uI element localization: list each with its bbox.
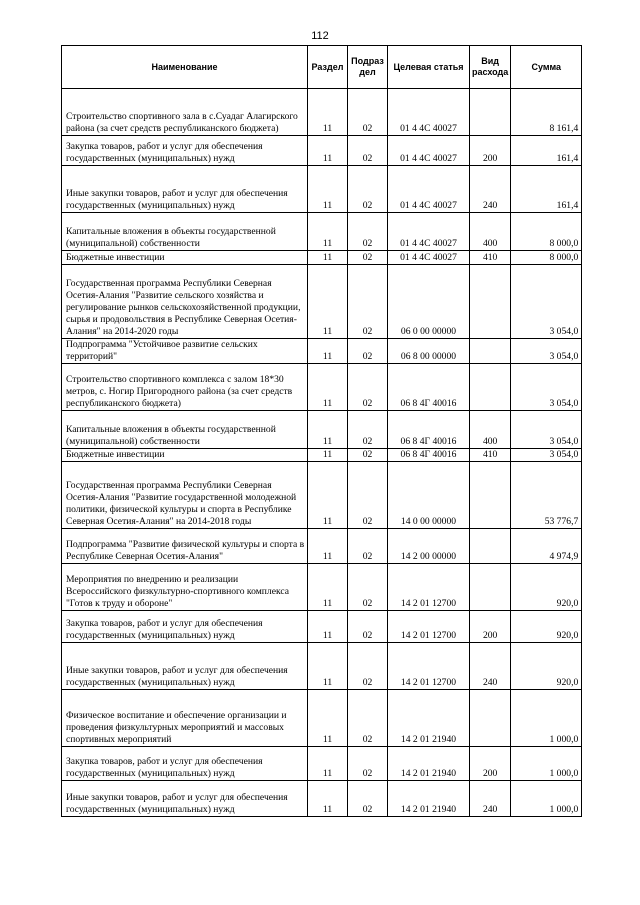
row-name: Бюджетные инвестиции <box>62 251 308 265</box>
row-razdel: 11 <box>308 611 348 643</box>
row-name: Капитальные вложения в объекты государственной (муниципальной) собственности <box>62 213 308 251</box>
row-podrazdel: 02 <box>348 89 388 136</box>
row-podrazdel: 02 <box>348 781 388 817</box>
row-name: Закупка товаров, работ и услуг для обеспечения государственных (муниципальных) нужд <box>62 136 308 166</box>
row-razdel: 11 <box>308 529 348 564</box>
row-razdel: 11 <box>308 166 348 213</box>
row-name: Физическое воспитание и обеспечение организации и проведения физкультурных мероприятий и массовых спортивных мероприятий <box>62 690 308 747</box>
row-vid: 400 <box>470 213 511 251</box>
row-statya: 01 4 4С 40027 <box>388 166 470 213</box>
table-row <box>62 747 582 781</box>
row-vid <box>470 462 511 529</box>
row-name: Мероприятия по внедрению и реализации Всероссийского физкультурно-спортивного комплекса "Готов к труду и обороне" <box>62 564 308 611</box>
header-vid: Вид расхода <box>470 46 511 89</box>
row-razdel: 11 <box>308 643 348 690</box>
row-statya: 01 4 4С 40027 <box>388 89 470 136</box>
row-statya: 06 8 4Г 40016 <box>388 364 470 411</box>
table-row <box>62 339 582 364</box>
row-podrazdel: 02 <box>348 449 388 462</box>
row-statya: 14 2 01 21940 <box>388 781 470 817</box>
row-name: Капитальные вложения в объекты государственной (муниципальной) собственности <box>62 411 308 449</box>
row-name: Иные закупки товаров, работ и услуг для обеспечения государственных (муниципальных) нужд <box>62 166 308 213</box>
row-podrazdel: 02 <box>348 213 388 251</box>
row-statya: 14 2 01 21940 <box>388 690 470 747</box>
table-row <box>62 564 582 611</box>
row-summa: 3 054,0 <box>511 364 582 411</box>
row-podrazdel: 02 <box>348 462 388 529</box>
row-statya: 01 4 4С 40027 <box>388 251 470 265</box>
table-row <box>62 411 582 449</box>
row-razdel: 11 <box>308 89 348 136</box>
row-summa: 920,0 <box>511 643 582 690</box>
row-podrazdel: 02 <box>348 643 388 690</box>
row-summa: 53 776,7 <box>511 462 582 529</box>
row-name: Государственная программа Республики Северная Осетия-Алания "Развитие государственной молодежной политики, физической культуры и спорта в Республике Северная Осетия-Алания" на 2014-2018 годы <box>62 462 308 529</box>
row-podrazdel: 02 <box>348 611 388 643</box>
row-summa: 161,4 <box>511 166 582 213</box>
row-statya: 01 4 4С 40027 <box>388 213 470 251</box>
row-razdel: 11 <box>308 564 348 611</box>
table-row <box>62 529 582 564</box>
page-number: 112 <box>311 30 329 42</box>
row-podrazdel: 02 <box>348 166 388 213</box>
table-row <box>62 781 582 817</box>
row-summa: 8 000,0 <box>511 213 582 251</box>
row-vid: 200 <box>470 611 511 643</box>
row-name: Строительство спортивного комплекса с залом 18*30 метров, с. Ногир Пригородного района (за счет средств республиканского бюджета) <box>62 364 308 411</box>
row-summa: 3 054,0 <box>511 411 582 449</box>
table-row <box>62 364 582 411</box>
row-vid <box>470 265 511 339</box>
header-name: Наименование <box>62 46 308 89</box>
row-podrazdel: 02 <box>348 411 388 449</box>
row-podrazdel: 02 <box>348 364 388 411</box>
row-statya: 14 0 00 00000 <box>388 462 470 529</box>
row-vid <box>470 364 511 411</box>
row-summa: 4 974,9 <box>511 529 582 564</box>
row-summa: 1 000,0 <box>511 690 582 747</box>
row-razdel: 11 <box>308 411 348 449</box>
row-statya: 14 2 01 21940 <box>388 747 470 781</box>
row-vid: 400 <box>470 411 511 449</box>
row-summa: 3 054,0 <box>511 265 582 339</box>
row-razdel: 11 <box>308 265 348 339</box>
row-name: Закупка товаров, работ и услуг для обеспечения государственных (муниципальных) нужд <box>62 747 308 781</box>
row-name: Бюджетные инвестиции <box>62 449 308 462</box>
table-row <box>62 251 582 265</box>
row-vid: 200 <box>470 136 511 166</box>
row-vid: 410 <box>470 449 511 462</box>
table-row <box>62 265 582 339</box>
row-statya: 06 8 4Г 40016 <box>388 449 470 462</box>
row-statya: 01 4 4С 40027 <box>388 136 470 166</box>
row-statya: 06 0 00 00000 <box>388 265 470 339</box>
row-podrazdel: 02 <box>348 690 388 747</box>
row-vid <box>470 529 511 564</box>
row-summa: 161,4 <box>511 136 582 166</box>
row-vid <box>470 89 511 136</box>
row-name: Закупка товаров, работ и услуг для обеспечения государственных (муниципальных) нужд <box>62 611 308 643</box>
row-razdel: 11 <box>308 251 348 265</box>
row-razdel: 11 <box>308 690 348 747</box>
row-vid: 240 <box>470 781 511 817</box>
row-summa: 1 000,0 <box>511 747 582 781</box>
table-row <box>62 213 582 251</box>
row-summa: 920,0 <box>511 611 582 643</box>
row-vid <box>470 339 511 364</box>
row-statya: 14 2 00 00000 <box>388 529 470 564</box>
row-razdel: 11 <box>308 781 348 817</box>
row-razdel: 11 <box>308 213 348 251</box>
row-statya: 06 8 4Г 40016 <box>388 411 470 449</box>
row-summa: 920,0 <box>511 564 582 611</box>
table-row <box>62 462 582 529</box>
row-name: Иные закупки товаров, работ и услуг для обеспечения государственных (муниципальных) нужд <box>62 643 308 690</box>
row-name: Подпрограмма "Устойчивое развитие сельских территорий" <box>62 339 308 364</box>
row-summa: 8 161,4 <box>511 89 582 136</box>
row-summa: 8 000,0 <box>511 251 582 265</box>
row-summa: 3 054,0 <box>511 339 582 364</box>
row-summa: 3 054,0 <box>511 449 582 462</box>
row-podrazdel: 02 <box>348 136 388 166</box>
header-razdel: Раздел <box>308 46 348 89</box>
table-row <box>62 690 582 747</box>
row-name: Строительство спортивного зала в с.Суадаг Алагирского района (за счет средств республиканского бюджета) <box>62 89 308 136</box>
row-summa: 1 000,0 <box>511 781 582 817</box>
row-podrazdel: 02 <box>348 339 388 364</box>
table-row <box>62 643 582 690</box>
table-row <box>62 89 582 136</box>
row-name: Государственная программа Республики Северная Осетия-Алания "Развитие сельского хозяйства и регулирование рынков сельскохозяйственной продукции, сырья и продовольствия в Республике Северная Осетия-Алания" на 2014-2020 годы <box>62 265 308 339</box>
row-name: Иные закупки товаров, работ и услуг для обеспечения государственных (муниципальных) нужд <box>62 781 308 817</box>
row-razdel: 11 <box>308 449 348 462</box>
row-statya: 14 2 01 12700 <box>388 643 470 690</box>
row-podrazdel: 02 <box>348 529 388 564</box>
row-vid <box>470 690 511 747</box>
table-row <box>62 166 582 213</box>
row-podrazdel: 02 <box>348 265 388 339</box>
row-razdel: 11 <box>308 339 348 364</box>
row-podrazdel: 02 <box>348 251 388 265</box>
header-summa: Сумма <box>511 46 582 89</box>
row-razdel: 11 <box>308 364 348 411</box>
row-razdel: 11 <box>308 462 348 529</box>
budget-table <box>61 45 582 817</box>
row-statya: 06 8 00 00000 <box>388 339 470 364</box>
table-row <box>62 136 582 166</box>
row-vid <box>470 564 511 611</box>
row-vid: 240 <box>470 166 511 213</box>
row-name: Подпрограмма "Развитие физической культуры и спорта в Республике Северная Осетия-Алания" <box>62 529 308 564</box>
row-podrazdel: 02 <box>348 564 388 611</box>
header-statya: Целевая статья <box>388 46 470 89</box>
row-statya: 14 2 01 12700 <box>388 564 470 611</box>
row-vid: 240 <box>470 643 511 690</box>
row-razdel: 11 <box>308 747 348 781</box>
header-podrazdel: Подраз дел <box>348 46 388 89</box>
row-vid: 410 <box>470 251 511 265</box>
table-header-row <box>62 46 582 89</box>
row-podrazdel: 02 <box>348 747 388 781</box>
row-statya: 14 2 01 12700 <box>388 611 470 643</box>
table-row <box>62 611 582 643</box>
row-vid: 200 <box>470 747 511 781</box>
table-row <box>62 449 582 462</box>
row-razdel: 11 <box>308 136 348 166</box>
